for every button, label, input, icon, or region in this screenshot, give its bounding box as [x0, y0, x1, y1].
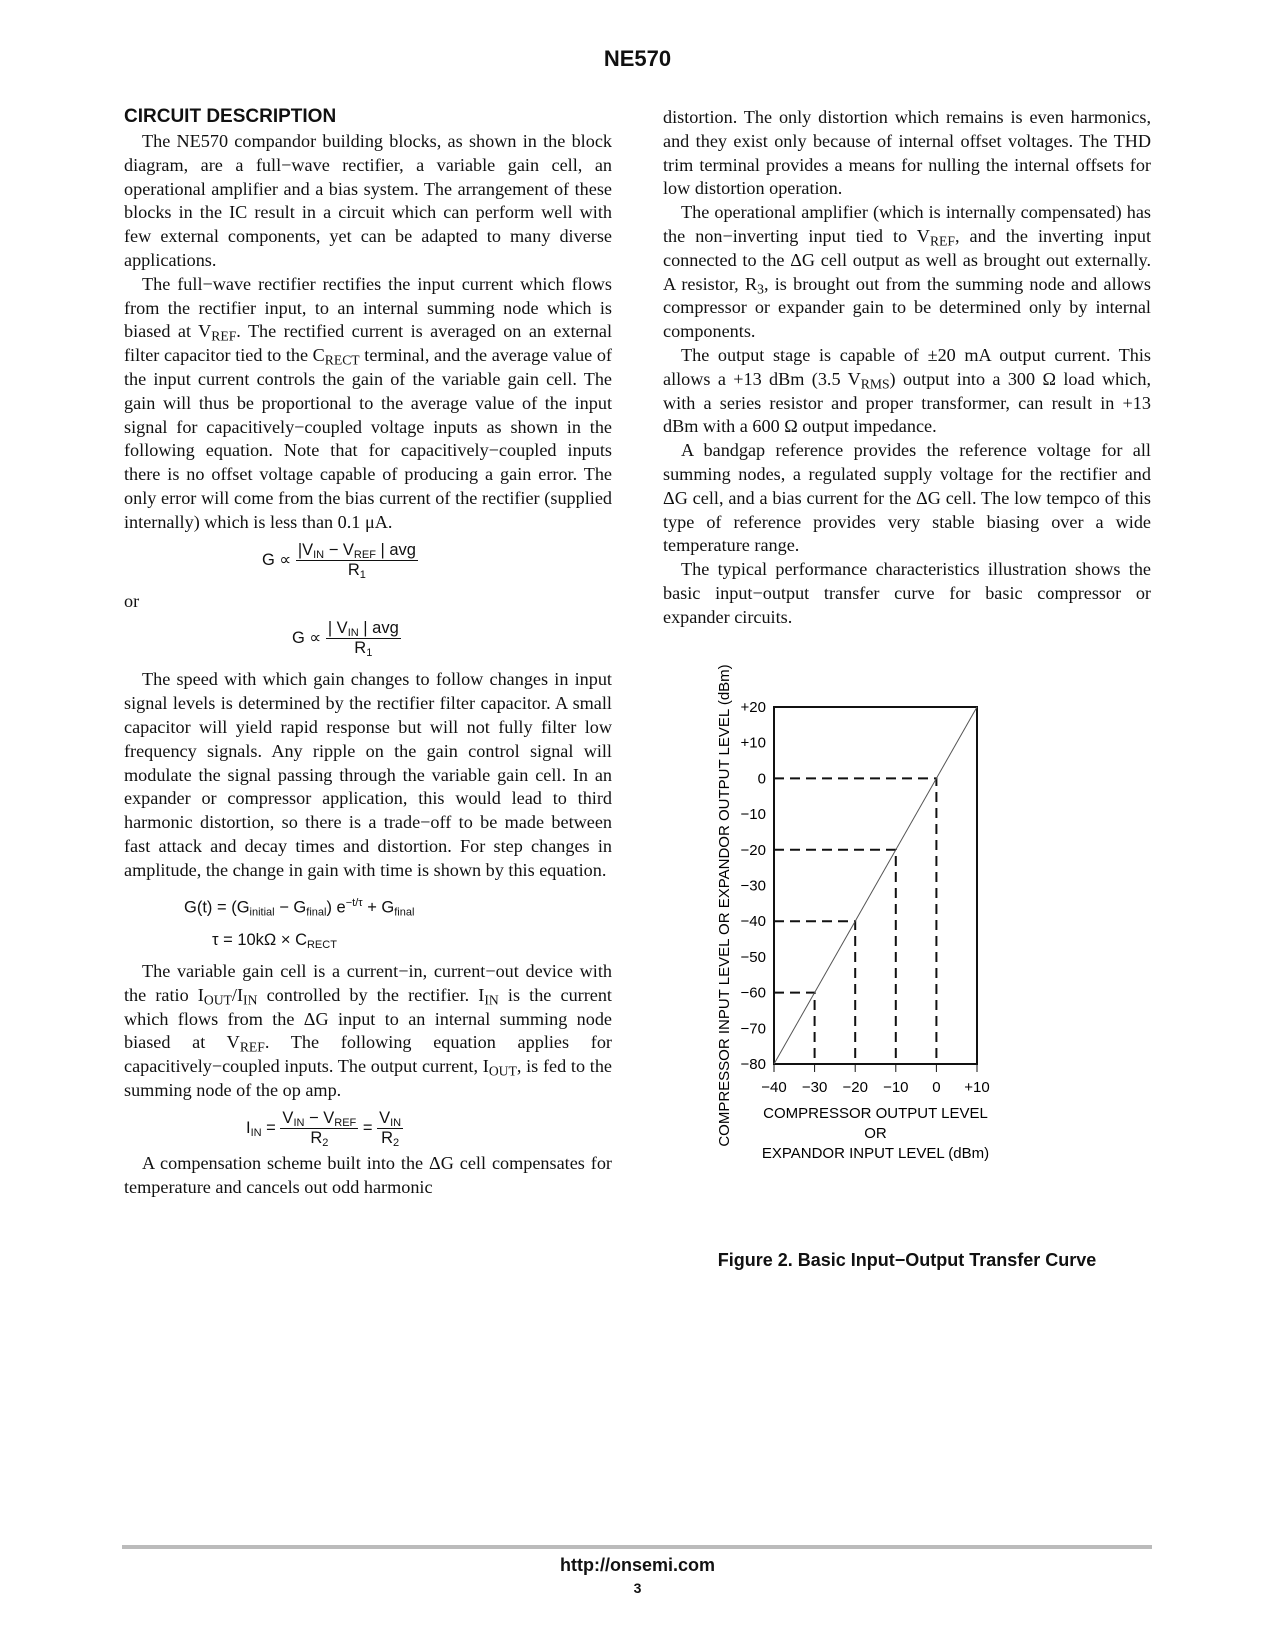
paragraph: A compensation scheme built into the ΔG cell compensates for temperature and cancels out odd harmonic	[124, 1152, 612, 1197]
paragraph: The typical performance characteristics illustration shows the basic input−output transfer curve for basic compressor or expander circuits.	[663, 559, 1151, 627]
paragraph: The speed with which gain changes to follow changes in input signal levels is determined by the rectifier filter capacitor. A small capacitor will yield rapid response but will not fully filter low frequency signals. Any ripple on the gain control signal will modulate the signal passing through the variable gain cell. In an expander or compressor application, this would lead to third harmonic distortion, so there is a trade−off to be made between fast attack and decay times and distortion. For step changes in amplitude, the change in gain with time is shown by this equation.	[124, 669, 612, 880]
page-header-title: NE570	[603, 46, 672, 71]
x-tick-label: −20	[842, 1079, 868, 1096]
paragraph: The operational amplifier (which is internally compensated) has the non−inverting input tied to $V_{REF}$, and the inverting input connected to the ΔG cell output as well as brought out externally. A resistor, $R_3$, is brought out from the summing node and allows compressor or expander gain to be determined only by internal components.	[663, 202, 1151, 342]
eq-numerator: | $V_{IN}$ | avg	[327, 619, 399, 640]
footer-divider	[122, 1545, 1152, 1549]
eq-lhs: G ∝	[262, 550, 292, 569]
y-tick-label: −70	[740, 1020, 766, 1038]
x-axis-label: OR	[864, 1125, 887, 1142]
x-tick-label: +10	[964, 1079, 990, 1096]
x-tick-label: −10	[883, 1079, 909, 1096]
equation-gain-1	[262, 541, 612, 580]
y-tick-label: 0	[757, 770, 766, 788]
y-tick-label: −60	[740, 984, 766, 1002]
paragraph: The output stage is capable of ±20 mA output current. This allows a +13 dBm (3.5 $V_{RMS}$) output into a 300 Ω load which, with a series resistor and proper transformer, can result in +13 dBm with a 600 Ω output impedance.	[663, 344, 1151, 437]
page-number: 3	[633, 1580, 642, 1596]
eq-lhs: G ∝	[292, 629, 322, 648]
x-tick-label: 0	[932, 1079, 941, 1096]
equation-tau: $\tau = 10k\Omega \times C_{RECT}$	[212, 931, 337, 951]
eq-numerator: $|V_{IN} - V_{REF}$ | avg	[297, 540, 416, 561]
paragraph: distortion. The only distortion which remains is even harmonics, and they exist only because of internal offset voltages. The THD trim terminal provides a means for nulling the internal offsets for low distortion operation.	[663, 107, 1151, 199]
eq-denominator: $R_2$	[381, 1128, 400, 1149]
eq-denominator: $R_1$	[354, 639, 373, 660]
paragraph: The NE570 compandor building blocks, as shown in the block diagram, are a full−wave rectifier, a variable gain cell, an operational amplifier and a bias system. The arrangement of these blocks in the IC result in a circuit which can perform well with few external components, yet can be adapted to many diverse applications.	[124, 131, 612, 270]
or-text: or	[124, 590, 140, 611]
section-heading: CIRCUIT DESCRIPTION	[124, 106, 337, 127]
y-axis-label: COMPRESSOR INPUT LEVEL OR EXPANDOR OUTPUT LEVEL (dBm)	[716, 664, 733, 1147]
y-tick-label: +10	[740, 734, 766, 752]
paragraph: The full−wave rectifier rectifies the input current which flows from the rectifier input, to an internal summing node which is biased at $V_{REF}$. The rectified current is averaged on an external filter capacitor tied to the $C_{RECT}$ terminal, and the average value of the input current controls the gain of the variable gain cell. The gain will thus be proportional to the average value of the input signal for capacitively−coupled voltage inputs as shown in the following equation. Note that for capacitively−coupled inputs there is no offset voltage capable of producing a gain error. The only error will come from the bias current of the rectifier (supplied internally) which is less than 0.1 μA.	[124, 273, 612, 532]
paragraph: A bandgap reference provides the reference voltage for all summing nodes, a regulated supply voltage for the rectifier and ΔG cell, and a bias current for the ΔG cell. The low tempco of this type of reference provides very stable biasing over a wide temperature range.	[663, 440, 1151, 556]
x-axis-label: EXPANDOR INPUT LEVEL (dBm)	[761, 1145, 990, 1162]
eq-denominator: $R_2$	[310, 1128, 329, 1149]
y-tick-label: −80	[740, 1056, 766, 1073]
eq-numerator: $V_{IN} - V_{REF}$	[282, 1108, 357, 1129]
right-column	[663, 106, 1151, 630]
eq-denominator: $R_1$	[347, 560, 366, 581]
transfer-line	[774, 707, 977, 1064]
y-tick-label: +20	[740, 699, 766, 716]
y-tick-label: −40	[740, 913, 766, 931]
y-tick-label: −30	[740, 877, 766, 895]
eq-lhs: $I_{IN}$ =	[246, 1118, 276, 1139]
eq-equals: =	[362, 1118, 373, 1137]
y-tick-label: −50	[740, 948, 766, 966]
left-column	[124, 106, 612, 1199]
equation-gain-2	[292, 619, 612, 658]
x-tick-label: −30	[801, 1079, 828, 1096]
y-tick-label: −20	[740, 841, 766, 859]
transfer-curve-chart	[716, 660, 1040, 1162]
y-tick-label: −10	[740, 806, 766, 824]
paragraph: The variable gain cell is a current−in, current−out device with the ratio $I_{OUT}/I_{IN}$ controlled by the rectifier. $I_{IN}$ is the current which flows from the ΔG input to an internal summing node biased at $V_{REF}$. The following equation applies for capacitively−coupled inputs. The output current, $I_{OUT}$, is fed to the summing node of the op amp.	[124, 961, 612, 1100]
equation-gain-time: $G(t) = (G_{initial} - G_{final}) e^{-t/\tau} + G_{final}$	[184, 896, 415, 918]
footer-link[interactable]: http://onsemi.com	[559, 1555, 715, 1575]
x-axis-label: COMPRESSOR OUTPUT LEVEL	[763, 1105, 988, 1122]
x-tick-label: −40	[761, 1079, 787, 1096]
figure-caption: Figure 2. Basic Input−Output Transfer Curve	[717, 1250, 1097, 1270]
eq-numerator: $V_{IN}$	[379, 1108, 402, 1129]
equation-input-current	[246, 1109, 612, 1148]
